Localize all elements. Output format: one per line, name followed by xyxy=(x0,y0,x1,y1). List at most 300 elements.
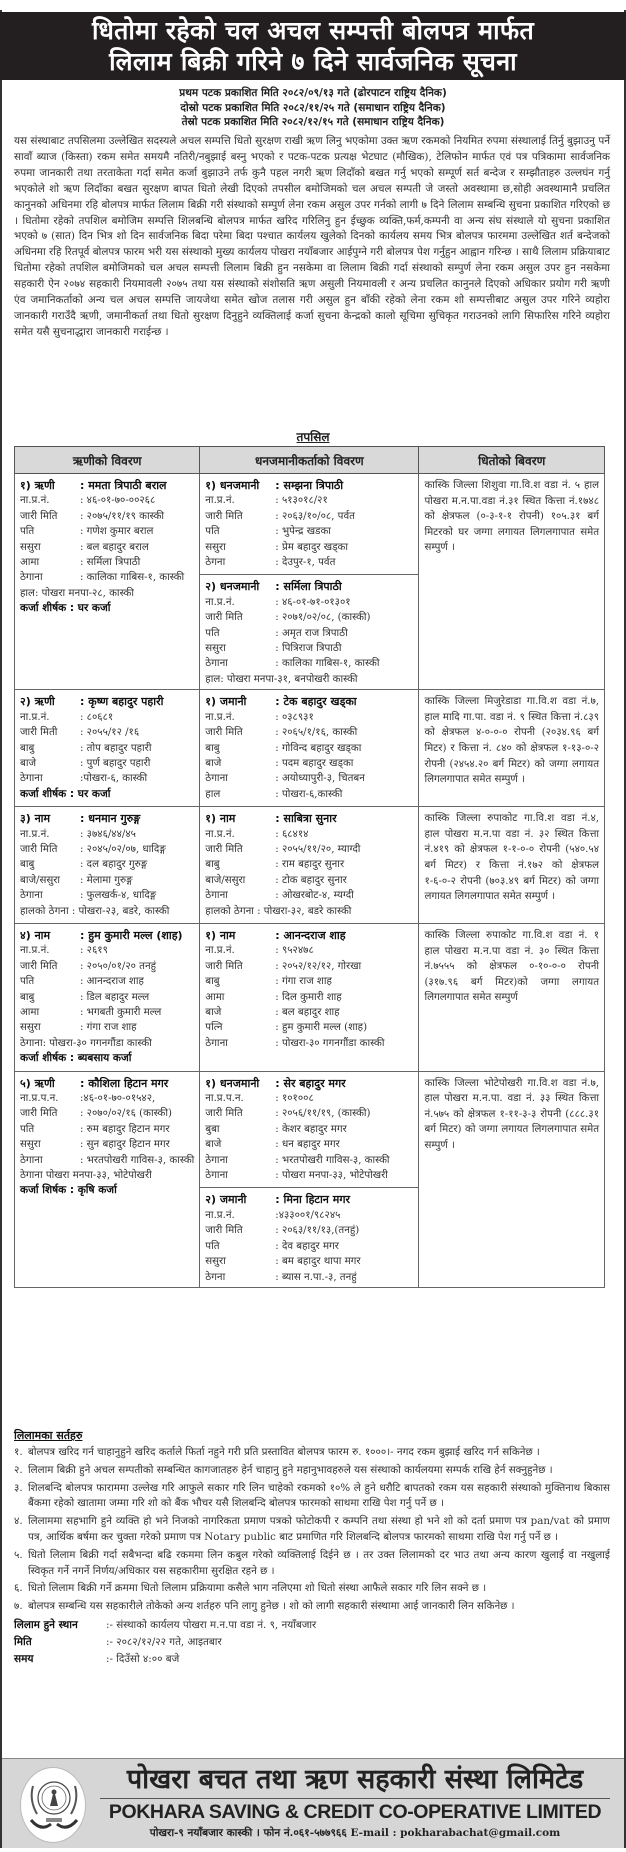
field-value: : भरतपोखरी गाविस-३, कास्की xyxy=(275,1154,390,1166)
field-value: : २०६३/१०/०८, पर्वत xyxy=(275,510,355,522)
person-field-row xyxy=(205,741,413,756)
person-field-row xyxy=(205,626,413,641)
person-field-row xyxy=(20,725,194,740)
field-value: : बम बहादुर थापा मगर xyxy=(275,1256,361,1268)
venue-value: :- संस्थाको कार्यलय पोखरा म.न.पा वडा नं. ९, नयाँबजार xyxy=(106,1618,317,1631)
person-field-row xyxy=(205,990,413,1005)
field-label: आमा xyxy=(205,991,225,1003)
date-label: मिति xyxy=(14,1635,32,1648)
person-field-row xyxy=(205,540,413,555)
person-name-row xyxy=(205,928,413,943)
auction-date xyxy=(14,1634,610,1651)
title-line-2: लिलाम बिक्री गरिने ७ दिने सार्वजनिक सूचना xyxy=(109,47,517,76)
field-label: ससुरा xyxy=(20,1022,41,1034)
field-value: :४३३००१/९८२४५ xyxy=(275,1209,341,1221)
header-borrower: ऋणीको विवरण xyxy=(15,447,200,474)
field-label: आमा xyxy=(20,557,40,569)
field-label: पति xyxy=(20,1123,35,1135)
auction-venue xyxy=(14,1617,610,1634)
collateral-cell xyxy=(419,807,605,924)
field-label: जारी मिति xyxy=(20,843,58,855)
field-label: ३) नाम xyxy=(20,812,51,826)
term-text: शिलबन्दि बोलपत्र फाराममा उल्लेख गरि आफुले सकार गरि लिन चाहेको रकमको १०% ले हुने धरौटि बापतको रकम यस सहकारी संस्थाको मुक्तिनाथ बिकास बैंकमा रहेको खातामा जम्मा गरि शो को बैंक भौचर यसै शिलबन्दि बोलपत्र फारमको साथमा राखि पेश गर्नु पर्ने छ । xyxy=(28,1481,610,1510)
field-label: जारी मिति xyxy=(205,612,243,624)
person-field-row xyxy=(205,771,413,786)
field-value: : २०५५/११/२०, म्याग्दी xyxy=(275,843,361,855)
field-label: १) ऋणी xyxy=(20,479,55,492)
title-line-1: धितोमा रहेको चल अचल सम्पत्ती बोलपत्र मार्फत xyxy=(91,16,535,45)
field-value: : भुपेन्द्र खडका xyxy=(275,526,331,538)
field-value: : भगबती कुमारी मल्ल xyxy=(80,1007,162,1018)
table-row xyxy=(15,690,605,807)
field-value: : सर्मिला त्रिपाठी xyxy=(80,557,141,569)
field-label: बाजे xyxy=(20,757,37,769)
person-field-row xyxy=(205,1005,413,1020)
field-label: २) धनजमानी xyxy=(205,580,260,594)
person-field-row xyxy=(205,756,413,771)
field-value: : ब्यास न.पा.-३, तनहुं xyxy=(275,1271,357,1283)
field-label: बाबु xyxy=(20,742,35,754)
person-field-row xyxy=(20,959,194,974)
term-number: १. xyxy=(14,1446,23,1458)
collateral-description: कास्कि जिल्ला शिशुवा गा.वि.श वडा नं. ५ हाल पोखरा म.न.पा.वडा नं.३१ स्थित कित्ता नं.१७४८ को क्षेत्रफल (०-३-१-१ रोपनी) १०५.३१ बर्ग मिटरको घर जग्गा लगायत लिगलगापात समेत सम्पुर्ण । xyxy=(424,480,599,554)
person-field-row xyxy=(205,710,413,725)
person-field-row xyxy=(205,842,413,857)
field-label: ना.प्र.प.न. xyxy=(20,1093,59,1105)
field-label: ना.प्र.नं. xyxy=(20,711,50,723)
term-text: बोलपत्र खरिद गर्न चाहानुहुने खरिद कर्ताले फिर्ता नहुने गरी प्रति प्रस्तावित बोलपत्र फारम रु. १०००।- नगद रकम बुझाई खरिद गर्न सकिनेछ । xyxy=(28,1446,540,1458)
field-label: बाजे xyxy=(205,1007,222,1018)
term-item xyxy=(14,1514,610,1546)
field-value: : सर्मिला त्रिपाठी xyxy=(275,580,342,594)
borrower-cell xyxy=(15,474,200,690)
current-address: हालको ठेगना : पोखरा-२३, बडरे, कास्की xyxy=(20,905,170,917)
person-field-row xyxy=(205,1020,413,1035)
field-value: : ९५२४७८ xyxy=(275,945,314,957)
organization-name-english: POKHARA SAVING & CREDIT CO-OPERATIVE LIMITED xyxy=(108,1801,602,1823)
collateral-description: कास्कि जिल्ला रुपाकोट गा.वि.श वडा नं.४, हाल पोखरा म.न.पा वडा नं. ३२ स्थित कित्ता नं.४१९ को क्षेत्रफल १-१-०-० रोपनी (५४०.५४ बर्ग मिटर) र कित्ता नं.१७२ को क्षेत्रफल १-६-०-२ रोपनी (७०३.४९ बर्ग मिटर) को जग्गा लगायत लिगलगापात समेत सम्पुर्ण । xyxy=(424,813,599,903)
field-label: जारी मिति xyxy=(20,960,58,972)
publication-first: प्रथम पटक प्रकाशित मिति २०८२/०९/१३ गते (ढोरपाटन राष्ट्रिय दैनिक) xyxy=(179,87,447,99)
person-field-row xyxy=(205,1239,413,1254)
field-value: : टोक बहादुर सुनार xyxy=(275,874,347,886)
field-value: : रुम बहादुर हिटान मगर xyxy=(80,1123,170,1135)
field-value: : पदम बहादुर खड्का xyxy=(275,757,354,769)
field-label: पत्नि xyxy=(205,1022,223,1034)
person-name-row xyxy=(20,478,194,493)
field-value: : २०५६/११/१९, (कास्की) xyxy=(275,1108,371,1120)
field-value: : मिना हिटान मगर xyxy=(275,1193,351,1207)
loan-type: कर्जा शीर्षक : घर कर्जा xyxy=(20,787,111,800)
field-label: बाजे xyxy=(205,757,222,769)
person-name-row xyxy=(20,811,194,826)
guarantor-cell xyxy=(200,690,419,807)
term-number: ३. xyxy=(14,1481,23,1494)
person-field-row xyxy=(20,1122,194,1137)
field-value: : ममता त्रिपाठी बराल xyxy=(80,479,167,492)
field-value: : ५१३०१८/२१ xyxy=(275,495,328,507)
field-label: ठेगाना xyxy=(20,572,43,584)
publication-dates xyxy=(0,86,626,130)
borrower-cell xyxy=(15,690,200,807)
field-value: : कृष्ण बहादुर पहारी xyxy=(80,695,164,709)
person-field-row xyxy=(205,1122,413,1137)
term-item xyxy=(14,1581,610,1597)
person-field-row xyxy=(205,656,413,671)
person-name-row xyxy=(20,694,194,709)
person-field-row xyxy=(20,1106,194,1121)
person-field-row xyxy=(205,725,413,740)
field-label: ठेगाना xyxy=(20,773,43,785)
field-value: : हुम कुमारी मल्ल (शाह) xyxy=(80,928,183,942)
person-field-row xyxy=(20,756,194,771)
field-value: : मेलामा गुरुङ्ग xyxy=(80,874,133,886)
borrower-cell xyxy=(15,807,200,924)
person-field-row xyxy=(20,1137,194,1152)
person-field-row xyxy=(20,1020,194,1035)
field-label: १) जमानी xyxy=(205,695,247,709)
intro-paragraph: यस संस्थाबाट तपसिलमा उल्लेखित सदस्यले अचल सम्पत्ति धितो सुरक्षण राखी ऋण लिनु भएकोमा उक्त ऋण रकमको नियमित रुपमा संस्थालाई तिर्नु बुझाउनु पर्ने सावाँ ब्याज (किस्ता) रकम समेत समयमै नतिरी/नबुझाई बस्नु भएको र पटक-पटक प्रत्यक्ष भेटघाट (मौखिक), टेलिफोन मार्फत एवं पत्र पत्रिकामा सार्वजनिक रुपमा जानकारी तथा तरताकेता गर्दा समेत कर्जा बुझाउने तर्फ कुनै पहल नगरी ऋण लिदाँको बखत गर्नु भएको सम्पूर्ण सर्त बन्देज र सम्झौताहरु उल्लघंन गर्नु भएकोले शो ऋण लिदाँका बखत सुरक्षण बापत धितो लेखी दिएको तपसील बमोजिमको चल अचल सम्पती जे जस्तो अवस्थामा छ,सोही अवस्थामानै प्रचलित कानुनको अधिनमा रहि बोलपत्र मार्फत लिलाम बिक्री गरी संस्थाको सम्पुर्ण लेना रकम असुल उपर गर्नको लागी ७ दिने लिलाम सम्बन्धि सुचना प्रकाशित गरिएको छ । धितोमा रहेको तपशिल बमोजिम सम्पत्ति शिलबन्धि बोलपत्र मार्फत खरिद गरिलिनु हुन ईच्छुक व्यक्ति,फर्म,कम्पनी वा अन्य संघ संस्थाले यो सुचना प्रकाशित भएको ७ (सात) दिन भित्र शो दिन सार्वजनिक बिदा परेमा बिदा पश्चात कार्यलय खुलेको दिनको कार्यलय समय भित्र बोलपत्र फारममा उल्लेखित शर्त बन्देजको अधिनमा रहि रितपूर्व बोलपत्र फारम भरी यस संस्थाको मुख्य कार्यलय पोखरा नयाँबजार आईपुग्ने गरी बोलपत्र पेश गर्नुहुन आह्वान गरिन्छ । साथै लिलाम प्रक्रियाबाट धितोमा रहेको तपशिल बमोजिमको चल अचल सम्पत्ती लिलाम बिक्री हुन नसकेमा वा लिलाम बिक्री गर्दा संस्थाको सम्पुर्ण लेना रकम असुल उपर हुन नसकेमा सहकारी ऐन २०७४ सहकारी नियमावली २०७५ तथा यस संस्थाको संशोसति ऋण असुली नियमावली र अन्य प्रचलित कानुनले दिएको अधिकार प्रयोग गरी ऋणी एंव जमानिकर्ताको अन्य चल अचल सम्पत्ति जायजेथा समेत खोज तलास गरी असुल हुन बाँकी रहेको लेना रकम शो सम्पत्तीबाट असुल उपर गरिने व्यहोरा जानकारी गराउँदै ऋणी, जमानीकर्ता तथा धितो सुरक्षण दिनुहुने व्यक्तिलाई कर्जा सुचना केन्द्रको कालो सूचिमा सुचिकृत गराउनको लागि सिफारिस गरिने व्यहोरा समेत यसै सुचनाद्धारा जानकारी गराईन्छ । xyxy=(14,135,610,338)
field-label: जारी मिती xyxy=(20,727,58,739)
field-value: : २०७५/११/१९ कास्की xyxy=(80,510,165,522)
auction-time xyxy=(14,1651,610,1668)
field-label: १) धनजमानी xyxy=(205,1076,260,1090)
field-label: जारी मिति xyxy=(20,510,58,522)
field-label: पति xyxy=(20,526,35,538)
person-field-row xyxy=(20,857,194,872)
schedule-heading: तपसिल xyxy=(296,430,330,444)
field-label: बाबु xyxy=(205,859,220,871)
field-label: २) ऋणी xyxy=(20,695,55,709)
current-address: ठेगाना: पोखरा-३० गगनगौंडा कास्की xyxy=(20,1037,152,1049)
person-name-row xyxy=(205,478,413,493)
person-field-row xyxy=(20,524,194,539)
field-value: : ४६-०१-७१-०१३०१ xyxy=(275,596,351,608)
field-label: १) धनजमानी xyxy=(205,479,260,492)
field-label: ना.प्र.नं. xyxy=(205,495,235,507)
borrower-details xyxy=(20,1076,194,1199)
term-number: ७. xyxy=(14,1600,23,1613)
person-field-row xyxy=(205,1208,413,1223)
person-field-row xyxy=(205,493,413,508)
field-value: : अयोध्यापुरी-३, चितबन xyxy=(275,773,365,785)
field-label: हाल xyxy=(205,788,221,800)
field-value: : कालिका गाबिस-१, कास्की xyxy=(80,572,185,584)
field-value: : पुर्ण बहादुर पहारी xyxy=(80,757,151,769)
term-number: २. xyxy=(14,1463,23,1476)
field-label: आमा xyxy=(20,1007,40,1018)
field-value: : केशर बहादुर मगर xyxy=(275,1123,347,1135)
field-label: बाजे/ससुरा xyxy=(205,874,246,886)
guarantor-cell xyxy=(200,474,419,690)
person-field-row xyxy=(20,509,194,524)
person-field-row xyxy=(205,1168,413,1183)
field-label: १) नाम xyxy=(205,928,236,942)
guarantor-details xyxy=(205,928,413,1051)
person-field-row xyxy=(20,888,194,903)
person-field-row xyxy=(205,555,413,570)
person-field-row xyxy=(205,610,413,625)
person-field-row xyxy=(205,1153,413,1168)
field-value: : आनन्दराज शाह xyxy=(275,928,346,942)
collateral-cell xyxy=(419,923,605,1071)
person-name-row xyxy=(20,1076,194,1091)
person-field-row xyxy=(205,1270,413,1285)
person-name-row xyxy=(205,1076,413,1091)
collateral-cell xyxy=(419,690,605,807)
header-guarantor: धनजमानीकर्ताको विवरण xyxy=(200,447,419,474)
person-field-row xyxy=(205,1091,413,1106)
field-label: ना.प्र.नं. xyxy=(205,1209,235,1221)
time-label: समय xyxy=(14,1652,34,1665)
borrower-cell xyxy=(15,923,200,1071)
current-address: ठेगाना पोखरा मनपा-३३, भोटेपोखरी xyxy=(20,1170,152,1182)
field-label: ठेगना xyxy=(205,557,226,569)
guarantor-details xyxy=(200,574,418,687)
field-value: : २०७१/०२/०८, (कास्की) xyxy=(275,612,371,624)
person-name-row xyxy=(205,579,413,594)
field-label: ना.प्र.नं. xyxy=(205,711,235,723)
field-value: : २०५५/१२ /१६ xyxy=(80,727,140,739)
person-field-row xyxy=(205,857,413,872)
term-number: ६. xyxy=(14,1582,23,1595)
borrower-details xyxy=(20,694,194,802)
person-field-row xyxy=(205,827,413,842)
person-field-row xyxy=(20,771,194,786)
field-label: बाबु xyxy=(20,859,35,871)
field-label: ५) ऋणी xyxy=(20,1076,55,1090)
field-value: : धन बहादुर मगर xyxy=(275,1139,340,1151)
header-collateral: धितोको बिवरण xyxy=(419,447,605,474)
person-field-row xyxy=(20,974,194,989)
publication-second: दोस्रो पटक प्रकाशित मिति २०८२/११/२५ गते (समाधान राष्ट्रिय दैनिक) xyxy=(180,101,446,114)
person-field-row xyxy=(205,1254,413,1269)
person-field-row xyxy=(20,943,194,958)
person-field-row xyxy=(20,741,194,756)
field-label: ना.प्र.नं. xyxy=(205,945,235,957)
field-label: ठेगाना xyxy=(205,890,228,902)
field-label: बाबु xyxy=(20,991,35,1003)
field-label: ना.प्र.नं. xyxy=(205,828,235,840)
organization-footer xyxy=(2,1758,624,1848)
field-label: पति xyxy=(205,526,220,538)
loan-type: कर्जा शीर्षक : घर कर्जा xyxy=(20,602,111,615)
field-label: ना.प्र.प.न. xyxy=(205,1093,244,1105)
person-field-row xyxy=(20,710,194,725)
field-value: : साबित्रा सुनार xyxy=(275,812,337,826)
field-value: : आनन्दराज शाह xyxy=(80,976,144,988)
terms-list xyxy=(14,1445,610,1615)
table-row xyxy=(15,1071,605,1287)
person-field-row xyxy=(20,1005,194,1020)
field-label: ठेगाना xyxy=(205,1037,228,1049)
field-label: जारी मिति xyxy=(205,843,243,855)
borrower-details xyxy=(20,478,194,617)
person-name-row xyxy=(20,928,194,943)
field-label: ससुरा xyxy=(20,541,41,553)
field-label: जारी मिति xyxy=(205,727,243,739)
field-label: ठेगाना xyxy=(20,890,43,902)
organization-contact: पोखरा-९ नयाँबजार कास्की । फोन नं.०६१-५७७९६६ E-mail : pokharabachat@gmail.com xyxy=(149,1827,561,1839)
guarantor-details xyxy=(205,811,413,919)
person-field-row xyxy=(205,595,413,610)
field-value: : २०६३/११/१३,(तनहुं) xyxy=(275,1225,360,1237)
person-field-row xyxy=(205,959,413,974)
person-name-row xyxy=(205,1192,413,1207)
person-field-row xyxy=(20,555,194,570)
field-value: : १०१००८ xyxy=(275,1093,314,1105)
field-label: जारी मिति xyxy=(205,1225,243,1237)
term-item xyxy=(14,1599,610,1615)
term-number: ४. xyxy=(14,1515,23,1528)
field-value: :४६-०१-७०-०१५४२, xyxy=(80,1093,156,1105)
field-value: : अमृत राज त्रिपाठी xyxy=(275,627,348,639)
table-row xyxy=(15,923,605,1071)
field-value: : देव बहादुर मगर xyxy=(275,1240,339,1252)
field-label: ना.प्र.नं. xyxy=(20,828,50,840)
term-item xyxy=(14,1481,610,1513)
field-value: : सेर बहादुर मगर xyxy=(275,1076,346,1090)
loan-type: कर्जा शीर्षक : ब्यबसाय कर्जा xyxy=(20,1052,132,1065)
field-value: : पित्रिराज त्रिपाठी xyxy=(275,643,342,655)
field-value: : दिल कुमारी शाह xyxy=(275,991,342,1003)
field-value: : ६८४१४ xyxy=(275,828,309,840)
field-label: ४) नाम xyxy=(20,928,51,942)
person-field-row xyxy=(20,873,194,888)
person-field-row xyxy=(20,990,194,1005)
venue-label: लिलाम हुने स्थान xyxy=(14,1618,78,1631)
field-value: : हुम कुमारी मल्ल (शाह) xyxy=(275,1022,368,1034)
field-value: : फुलखर्क-४, धादिङ्ग xyxy=(80,890,157,902)
field-label: २) जमानी xyxy=(205,1193,247,1207)
person-field-row xyxy=(205,641,413,656)
field-value: : गंगा राज शाह xyxy=(80,1022,137,1034)
field-value: : टेक बहादुर खड्का xyxy=(275,695,357,709)
field-label: ना.प्र.नं. xyxy=(20,495,50,507)
field-label: जारी मिति xyxy=(205,510,243,522)
field-value: : बल बहादुर शाह xyxy=(275,1007,340,1018)
current-address: हाल: पोखरा मनपा-३१, बनपोखरी कास्की xyxy=(205,673,358,685)
field-value: : २६१९ xyxy=(80,945,108,957)
field-value: :पोखरा-६, कास्की xyxy=(80,773,148,785)
guarantor-details xyxy=(205,1076,413,1184)
date-value: :- २०८२/१२/२२ गते, आइतबार xyxy=(106,1635,222,1648)
term-text: धितो लिलाम बिक्री गर्दा सबैभन्दा बढि रकममा लिन कबुल गरेको व्यक्तिलाई दिईने छ । तर उक्त लिलामको दर भाउ तथा अन्य कारण खुलाई वा नखुलाई स्विकृत गर्ने नगर्ने निर्णय/अधिकार यस सहकारीमा सुरक्षित रहने छ । xyxy=(28,1548,610,1577)
field-label: ना.प्र.नं. xyxy=(205,596,235,608)
field-value: : २०६५/१/१६, कास्की xyxy=(275,727,358,739)
person-field-row xyxy=(20,540,194,555)
person-field-row xyxy=(205,1036,413,1051)
table-body xyxy=(15,474,605,1288)
field-label: ठेगना xyxy=(205,1271,226,1283)
term-text: लिलाममा सहभागि हुने व्यक्ति हो भने निजको नागरिकता प्रमाण पत्रको फोटोकपी र कम्पनि तथा संस्था हो भने शो को दर्ता प्रमाण पत्र pan/vat को प्रमाण पत्र, आर्थिक बर्षमा कर चुक्ता गरेको प्रमाण पत्र Notary public बाट प्रमाणित गरि शिलबन्दि बोलपत्र फारमको साथमा राखि पेश गर्नु पर्ने छ । xyxy=(28,1515,610,1543)
field-label: ठेगाना xyxy=(205,773,228,785)
term-text: बोलपत्र सम्बन्धि यस सहकारीले तोकेको अन्य शर्तहरु पनि लागु हुनेछ । शो को लागी सहकारी संस्थामा आई जानकारी लिन सकिनेछ । xyxy=(28,1600,515,1613)
field-label: पति xyxy=(20,976,35,988)
field-value: : गणेश कुमार बराल xyxy=(80,526,154,538)
person-field-row xyxy=(205,1137,413,1152)
field-label: ना.प्र.नं. xyxy=(20,945,50,957)
table-row xyxy=(15,474,605,690)
term-text: लिलाम बिक्री हुने अचल सम्पतीको सम्बन्धित कागजातहरु हेर्न चाहानु हुने महानुभावहरुले यस संस्थाको कार्यलयमा सम्पर्क राखि हेर्न सक्नुहुनेछ । xyxy=(28,1463,553,1476)
person-name-row xyxy=(205,694,413,709)
field-label: पति xyxy=(205,1240,220,1252)
field-label: जारी मिति xyxy=(20,1108,58,1120)
collateral-cell xyxy=(419,474,605,690)
field-value: : ३७४६/४४/४५ xyxy=(80,828,136,840)
field-label: १) नाम xyxy=(205,812,236,826)
field-label: ससुरा xyxy=(20,1139,41,1151)
borrower-details xyxy=(20,811,194,919)
guarantor-cell xyxy=(200,807,419,924)
person-field-row xyxy=(205,974,413,989)
person-field-row xyxy=(20,827,194,842)
current-address: हालको ठेगना : पोखरा-३२, बडरे कास्की xyxy=(205,905,352,917)
organization-name-nepali: पोखरा बचत तथा ऋण सहकारी संस्था लिमिटेड xyxy=(100,1763,610,1799)
field-value: : ओखरबोट-४, म्यग्दी xyxy=(275,890,354,902)
borrower-details xyxy=(20,928,194,1067)
field-value: : सम्झना त्रिपाठी xyxy=(275,479,344,492)
field-label: ससुरा xyxy=(205,1256,226,1268)
field-label: ठेगाना xyxy=(20,1154,43,1166)
person-field-row xyxy=(205,873,413,888)
field-label: बाजे/ससुरा xyxy=(20,874,61,886)
cooperative-logo-icon xyxy=(20,1767,86,1843)
term-item xyxy=(14,1445,610,1461)
field-value: : सुन बहादुर हिटान मगर xyxy=(80,1139,170,1151)
field-value: : डिल बहादुर मल्ल xyxy=(80,991,150,1003)
person-field-row xyxy=(205,1106,413,1121)
term-item xyxy=(14,1548,610,1580)
collateral-cell xyxy=(419,1071,605,1287)
field-value: : बल बहादुर बराल xyxy=(80,541,149,553)
schedule-table xyxy=(14,446,605,1288)
field-label: बाबु xyxy=(205,742,220,754)
field-value: : धनमान गुरुङ्ग xyxy=(80,812,141,826)
table-row xyxy=(15,807,605,924)
field-label: ठेगाना xyxy=(205,658,228,670)
field-label: ठेगाना xyxy=(205,1170,228,1182)
person-field-row xyxy=(205,524,413,539)
field-label: जारी मिति xyxy=(205,960,243,972)
field-value: : गोविन्द बहादुर खड्का xyxy=(275,742,362,754)
auction-terms xyxy=(14,1428,610,1668)
guarantor-details xyxy=(205,478,413,570)
person-field-row xyxy=(20,493,194,508)
field-value: : ०३८९३१ xyxy=(275,711,314,723)
person-name-row xyxy=(205,811,413,826)
current-address: हाल: पोखरा मनपा-२८, कास्की xyxy=(20,587,135,599)
field-value: : राम बहादुर सुनार xyxy=(275,859,345,871)
field-value: : २०४५/०२/०७, धादिङ्ग xyxy=(80,843,166,855)
field-label: ससुरा xyxy=(205,643,226,655)
field-label: ससुरा xyxy=(205,541,226,553)
terms-title: लिलामका सर्तहरु xyxy=(14,1429,83,1442)
person-field-row xyxy=(20,1091,194,1106)
borrower-cell xyxy=(15,1071,200,1287)
field-value: : पोखरा-६,कास्की xyxy=(275,788,343,800)
field-value: : भरतपोखरी गाविस-३, कास्की xyxy=(80,1154,195,1166)
person-field-row xyxy=(205,1223,413,1238)
publication-third: तेस्रो पटक प्रकाशित मिति २०८२/१२/१५ गते (समाधान राष्ट्रिय दैनिक) xyxy=(181,116,445,128)
person-field-row xyxy=(20,1153,194,1168)
collateral-description: कास्कि जिल्ला मिजुरेडाडा गा.वि.श वडा नं.७, हाल मादि गा.पा. वडा नं. ९ स्थित कित्ता नं.८३९ को क्षेत्रफल ४-०-०-० रोपनी (२०३४.९६ बर्ग मिटर) र कित्ता नं. ८४० को क्षेत्रफल १-१३-०-२ रोपनी (२४५४.२० बर्ग मिटर) को जग्गा लगायत लिगलगापात समेत सम्पुर्ण । xyxy=(424,696,599,786)
field-value: : गंगा राज शाह xyxy=(275,976,332,988)
field-value: : ८०६८१ xyxy=(80,711,114,723)
field-value: : पोखरा-३० गगनगौंडा कास्की xyxy=(275,1037,385,1049)
person-field-row xyxy=(205,787,413,802)
loan-type: कर्जा शिर्षक : कृषि कर्जा xyxy=(20,1184,117,1197)
